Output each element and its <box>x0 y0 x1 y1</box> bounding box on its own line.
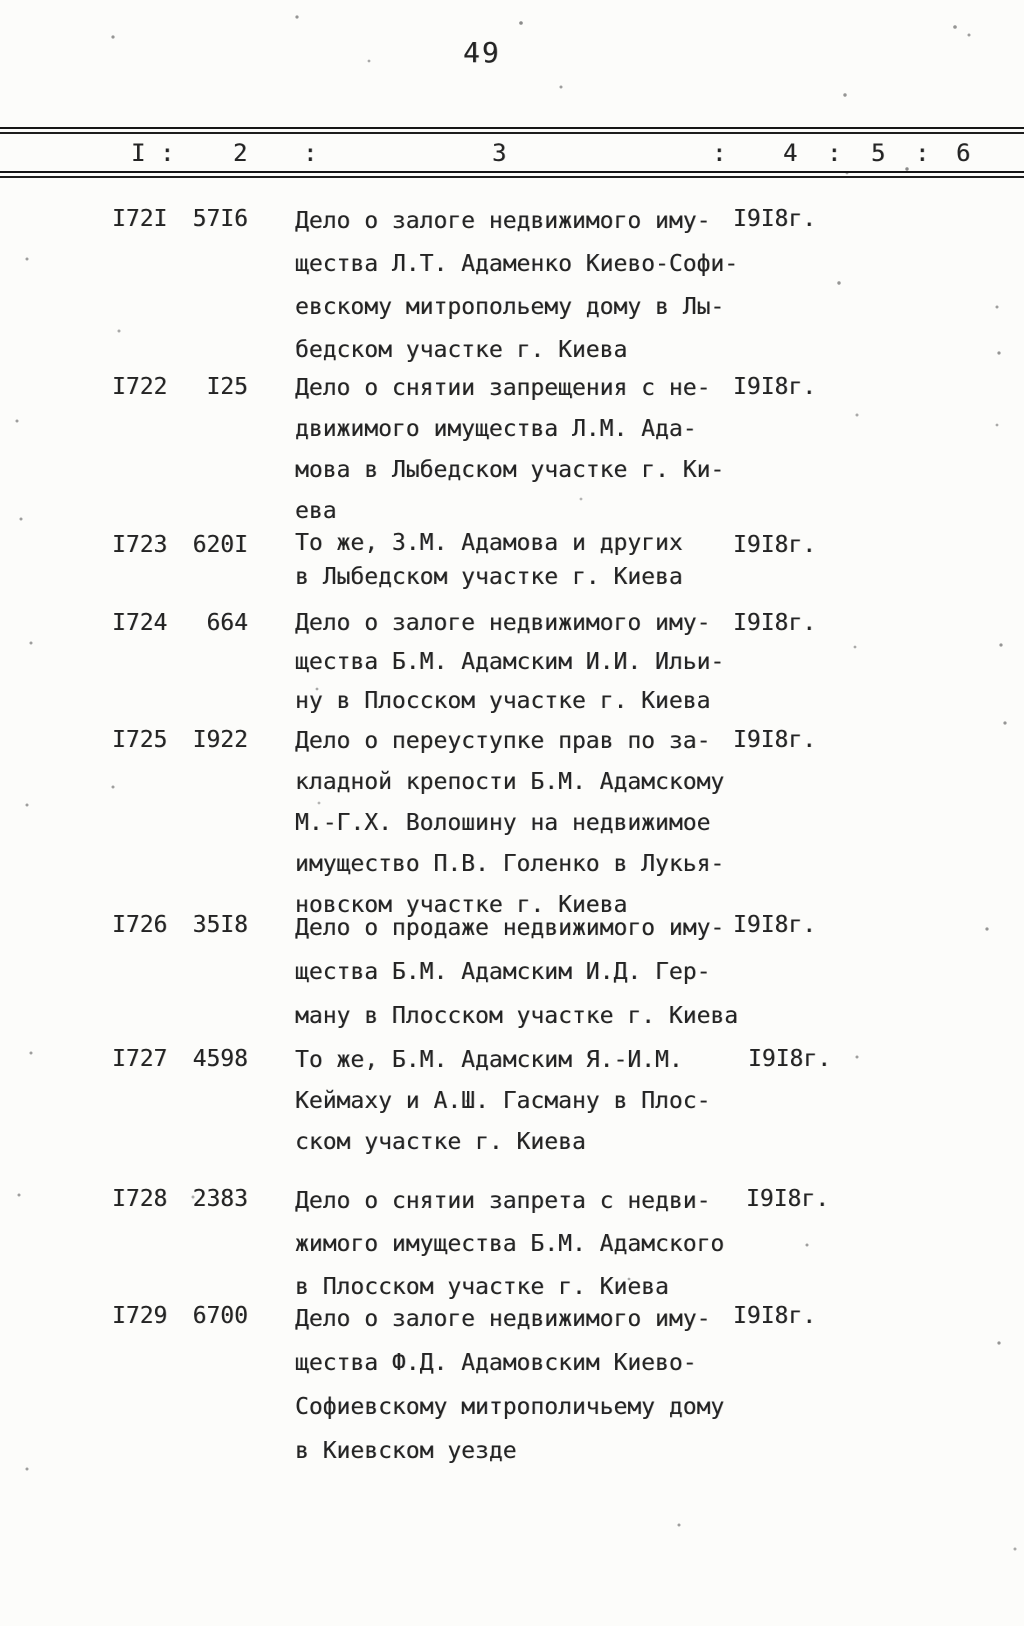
description-line: Дело о продаже недвижимого иму- <box>295 915 725 941</box>
description-line: мова в Лыбедском участке г. Ки- <box>295 457 725 483</box>
file-number: I25 <box>206 374 248 400</box>
description-line: ева <box>295 498 337 524</box>
description-line: Кеймаху и А.Ш. Гасману в Плос- <box>295 1088 711 1114</box>
header-separator: : <box>712 139 727 167</box>
header-col-5: 5 <box>871 139 886 167</box>
entry-date: I9I8г. <box>733 1303 817 1329</box>
entry-description <box>295 1297 1024 1473</box>
header-separator: : <box>827 139 842 167</box>
header-col-1: I <box>131 139 146 167</box>
entry-date: I9I8г. <box>748 1046 832 1072</box>
header-col-3: 3 <box>492 139 507 167</box>
table-rows <box>0 178 1024 1473</box>
entry-number: I728 <box>112 1186 168 1212</box>
entry-date: I9I8г. <box>733 912 817 938</box>
file-number: 664 <box>206 610 248 636</box>
description-line: движимого имущества Л.М. Ада- <box>295 416 697 442</box>
file-number: 4598 <box>192 1046 248 1072</box>
entry-date: I9I8г. <box>746 1186 830 1212</box>
entry-description <box>295 721 1024 926</box>
description-line: щества Б.М. Адамским И.Д. Гер- <box>295 959 711 985</box>
file-number: 2383 <box>192 1186 248 1212</box>
header-separator: : <box>915 139 930 167</box>
entry-date: I9I8г. <box>733 610 817 636</box>
entry-description <box>295 526 1024 594</box>
table-row <box>0 1297 1024 1473</box>
table-row <box>0 368 1024 532</box>
table-row <box>0 526 1024 594</box>
description-line: евскому митропольему дому в Лы- <box>295 294 725 320</box>
entry-description <box>295 1040 1024 1163</box>
page-number: 49 <box>463 36 501 69</box>
file-number: 57I6 <box>192 206 248 232</box>
description-line: ну в Плосском участке г. Киева <box>295 688 711 714</box>
entry-description <box>295 906 1024 1038</box>
entry-description <box>295 1180 1024 1309</box>
description-line: М.-Г.Х. Волошину на недвижимое <box>295 810 711 836</box>
table-top-rule <box>0 127 1024 134</box>
table-row <box>0 721 1024 926</box>
description-line: То же, Б.М. Адамским Я.-И.М. <box>295 1047 683 1073</box>
header-separator: : <box>160 139 175 167</box>
file-number: I922 <box>192 727 248 753</box>
description-line: щества Л.Т. Адаменко Киево-Софи- <box>295 251 739 277</box>
file-number: 6700 <box>192 1303 248 1329</box>
header-col-6: 6 <box>956 139 971 167</box>
entry-date: I9I8г. <box>733 532 817 558</box>
description-line: Дело о залоге недвижимого иму- <box>295 1306 711 1332</box>
entry-number: I72I <box>112 206 168 232</box>
entry-number: I725 <box>112 727 168 753</box>
entry-number: I723 <box>112 532 168 558</box>
description-line: Дело о снятии запрета с недви- <box>295 1188 711 1214</box>
description-line: кладной крепости Б.М. Адамскому <box>295 769 725 795</box>
description-line: То же, З.М. Адамова и других <box>295 530 683 556</box>
description-line: ском участке г. Киева <box>295 1129 586 1155</box>
header-separator: : <box>303 139 318 167</box>
description-line: ману в Плосском участке г. Киева <box>295 1003 739 1029</box>
description-line: Софиевскому митрополичьему дому <box>295 1394 725 1420</box>
table-row <box>0 906 1024 1038</box>
entry-description <box>295 368 1024 532</box>
entry-number: I722 <box>112 374 168 400</box>
description-line: Дело о залоге недвижимого иму- <box>295 610 711 636</box>
entry-number: I729 <box>112 1303 168 1329</box>
entry-date: I9I8г. <box>733 727 817 753</box>
paper-noise <box>0 0 2 2</box>
description-line: Дело о залоге недвижимого иму- <box>295 208 711 234</box>
description-line: Дело о переуступке прав по за- <box>295 728 711 754</box>
entry-date: I9I8г. <box>733 206 817 232</box>
file-number: 35I8 <box>192 912 248 938</box>
table-row <box>0 1040 1024 1163</box>
header-col-4: 4 <box>783 139 798 167</box>
entry-date: I9I8г. <box>733 374 817 400</box>
entry-number: I727 <box>112 1046 168 1072</box>
description-line: в Лыбедском участке г. Киева <box>295 564 683 590</box>
entry-description <box>295 200 1024 372</box>
description-line: жимого имущества Б.М. Адамского <box>295 1231 725 1257</box>
entry-number: I724 <box>112 610 168 636</box>
file-number: 620I <box>192 532 248 558</box>
table-row <box>0 604 1024 721</box>
entry-description <box>295 604 1024 721</box>
description-line: имущество П.В. Голенко в Лукья- <box>295 851 725 877</box>
table-row <box>0 1180 1024 1309</box>
description-line: Дело о снятии запрещения с не- <box>295 375 711 401</box>
description-line: в Киевском уезде <box>295 1438 517 1464</box>
table-row <box>0 200 1024 372</box>
description-line: в Плосском участке г. Киева <box>295 1274 669 1300</box>
table-header-bottom-rule <box>0 171 1024 178</box>
description-line: щества Б.М. Адамским И.И. Ильи- <box>295 649 725 675</box>
header-col-2: 2 <box>233 139 248 167</box>
description-line: новском участке г. Киева <box>295 892 628 918</box>
description-line: щества Ф.Д. Адамовским Киево- <box>295 1350 697 1376</box>
table-header <box>0 138 1024 172</box>
entry-number: I726 <box>112 912 168 938</box>
description-line: бедском участке г. Киева <box>295 337 628 363</box>
